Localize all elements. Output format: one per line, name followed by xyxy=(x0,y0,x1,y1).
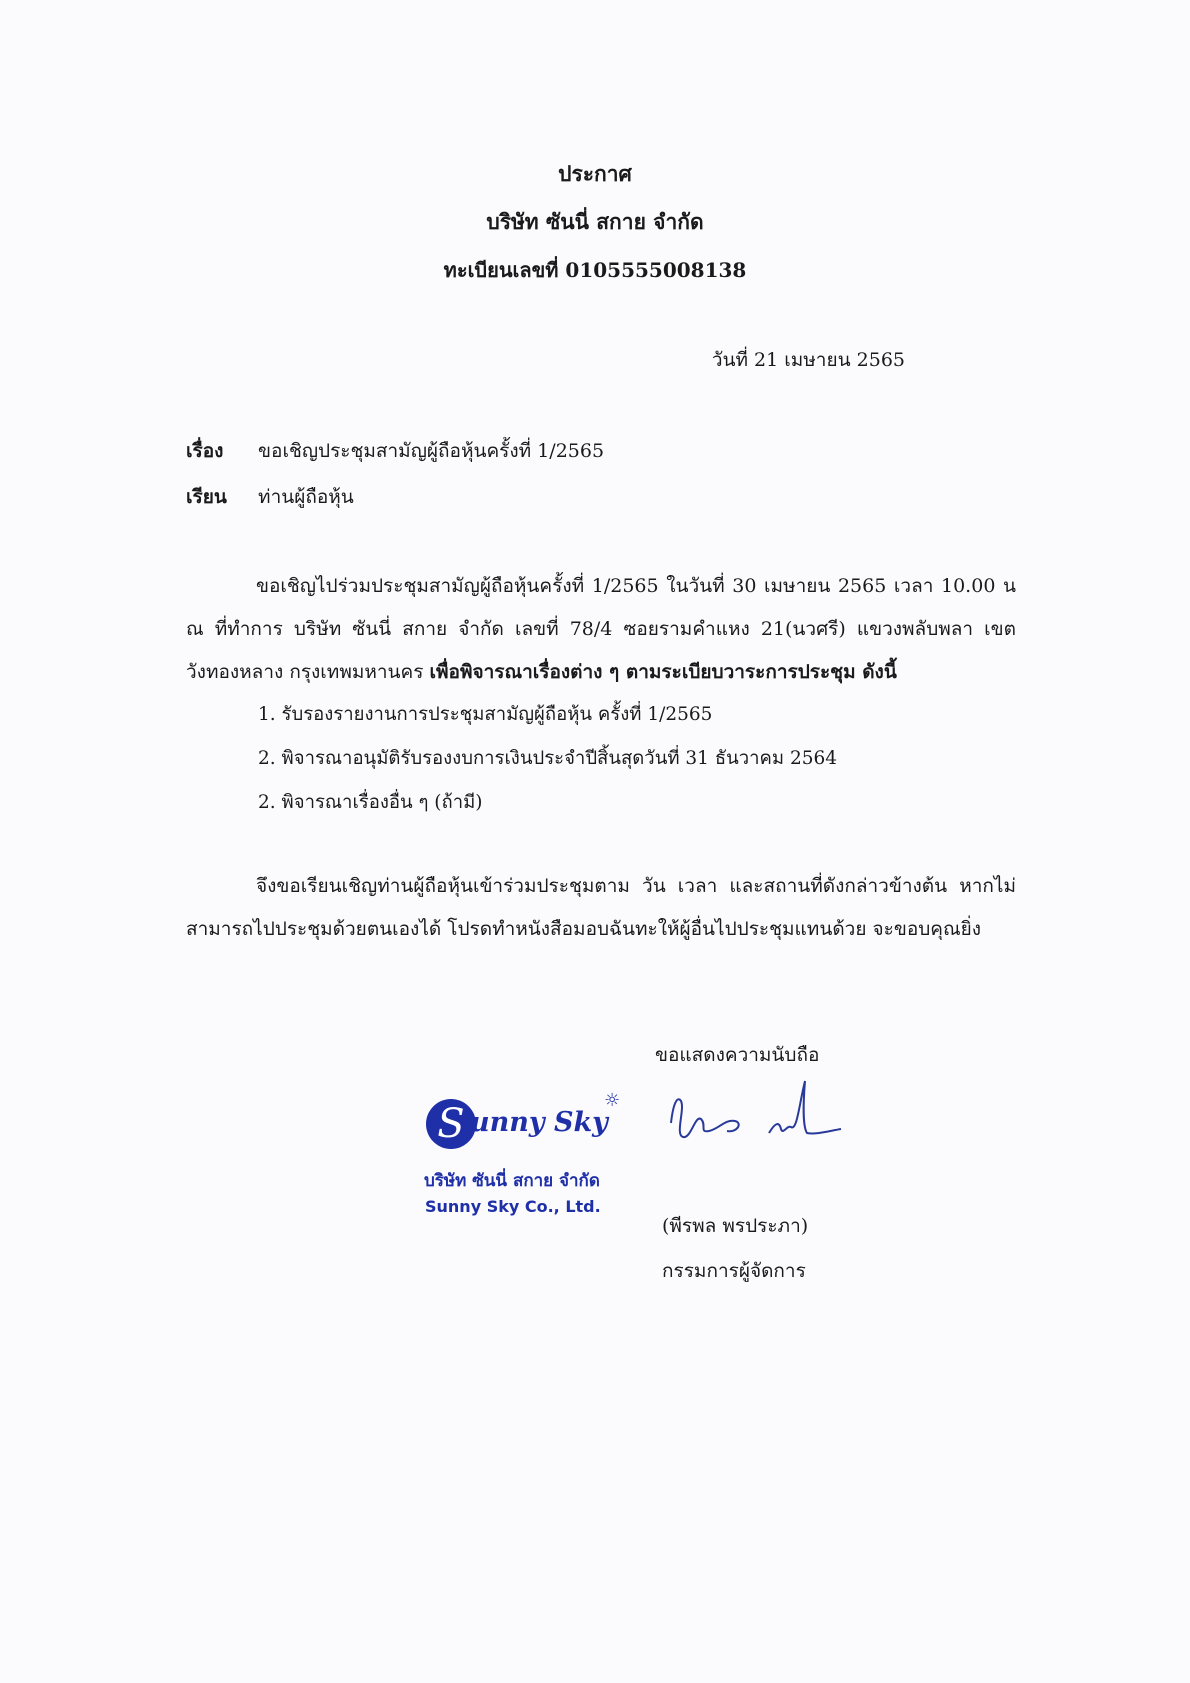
invitation-bold-text: เพื่อพิจารณาเรื่องต่าง ๆ ตามระเบียบวาระการประชุม ดังนี้ xyxy=(429,661,897,683)
announcement-heading: ประกาศ xyxy=(558,161,632,186)
sun-icon: ☼ xyxy=(604,1090,621,1111)
agenda-item: 2. พิจารณาเรื่องอื่น ๆ (ถ้ามี) xyxy=(258,792,483,813)
agenda-item: 1. รับรองรายงานการประชุมสามัญผู้ถือหุ้น ครั้งที่ 1/2565 xyxy=(258,704,713,725)
signatory-title: กรรมการผู้จัดการ xyxy=(662,1260,806,1282)
logo-thai-name: บริษัท ซันนี่ สกาย จำกัด xyxy=(424,1171,600,1191)
subject-label: เรื่อง xyxy=(186,440,224,462)
signatory-name: (พีรพล พรประภา) xyxy=(662,1215,809,1237)
invitation-paragraph xyxy=(186,565,1016,694)
recipient-line xyxy=(186,482,354,512)
logo-letter: S xyxy=(437,1101,465,1147)
recipient-label: เรียน xyxy=(186,486,227,508)
logo-english-name: Sunny Sky Co., Ltd. xyxy=(425,1197,601,1216)
invitation-text: ขอเชิญไปร่วมประชุมสามัญผู้ถือหุ้นครั้งที่ 1/2565 ในวันที่ 30 เมษายน 2565 เวลา 10.00 น ณ ที่ทำการ บริษัท ซันนี่ สกาย จำกัด เลขที่ 78/4 ซอยรามคำแหง 21(นวศรี) แขวงพลับพลา เขตวังทองหลาง กรุงเทพมหานคร xyxy=(186,575,1016,683)
handwritten-signature xyxy=(665,1075,845,1155)
company-name-heading: บริษัท ซันนี่ สกาย จำกัด xyxy=(486,209,704,234)
logo-wordmark: unny Sky xyxy=(470,1107,608,1138)
request-text: จึงขอเรียนเชิญท่านผู้ถือหุ้นเข้าร่วมประชุมตาม วัน เวลา และสถานที่ดังกล่าวข้างต้น หากไม่สามารถไปประชุมด้วยตนเองได้ โปรดทำหนังสือมอบฉันทะให้ผู้อื่นไปประชุมแทนด้วย จะขอบคุณยิ่ง xyxy=(186,875,1016,940)
subject-line xyxy=(186,436,604,466)
document-date: วันที่ 21 เมษายน 2565 xyxy=(711,349,905,371)
request-paragraph xyxy=(186,865,1016,951)
registration-number: ทะเบียนเลขที่ 0105555008138 xyxy=(443,258,747,282)
subject-value: ขอเชิญประชุมสามัญผู้ถือหุ้นครั้งที่ 1/2565 xyxy=(258,440,605,462)
company-logo xyxy=(412,1085,642,1235)
closing-phrase: ขอแสดงความนับถือ xyxy=(655,1044,820,1066)
recipient-value: ท่านผู้ถือหุ้น xyxy=(258,486,354,508)
agenda-item: 2. พิจารณาอนุมัติรับรองงบการเงินประจำปีสิ้นสุดวันที่ 31 ธันวาคม 2564 xyxy=(258,748,838,769)
